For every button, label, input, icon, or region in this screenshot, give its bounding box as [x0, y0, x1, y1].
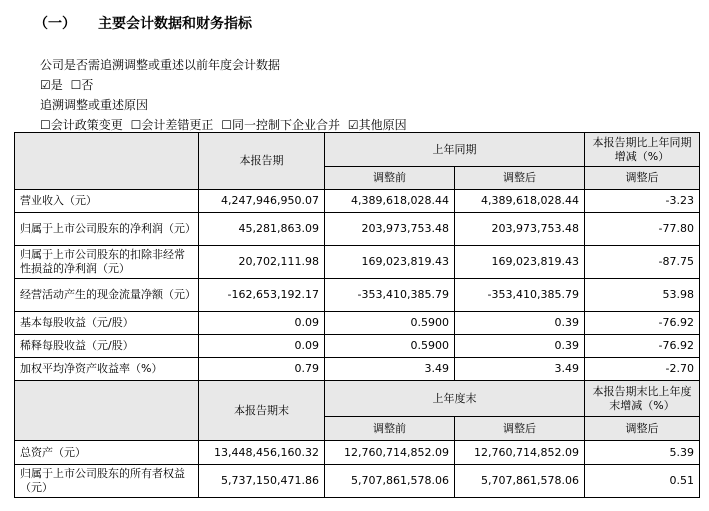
section-number: （一）	[34, 16, 76, 32]
header-prior-period: 上年同期	[325, 133, 585, 167]
header-before-adjustment: 调整前	[325, 417, 455, 441]
table-row	[15, 246, 700, 279]
option-common-control-merger[interactable]	[221, 118, 340, 132]
row-label: 归属于上市公司股东的扣除非经常性损益的净利润（元）	[15, 246, 199, 279]
table-row	[15, 312, 700, 335]
cell-after: -353,410,385.79	[455, 279, 585, 312]
unchecked-checkbox-icon: ☐	[130, 118, 142, 132]
cell-change: -87.75	[585, 246, 700, 279]
cell-after: 3.49	[455, 358, 585, 381]
cell-current: 0.09	[199, 312, 325, 335]
cell-after: 5,707,861,578.06	[455, 465, 585, 498]
cell-current: 45,281,863.09	[199, 213, 325, 246]
cell-change: -77.80	[585, 213, 700, 246]
cell-change: -3.23	[585, 190, 700, 213]
cell-change: 5.39	[585, 441, 700, 465]
option-label: 会计政策变更	[50, 118, 123, 132]
option-policy-change[interactable]	[40, 118, 123, 132]
row-label: 总资产（元）	[15, 441, 199, 465]
header-current-period-end: 本报告期末	[199, 381, 325, 441]
cell-change: 53.98	[585, 279, 700, 312]
header-change: 本报告期末比上年度末增减（%）	[585, 381, 700, 417]
cell-before: -353,410,385.79	[325, 279, 455, 312]
option-no[interactable]	[71, 78, 94, 92]
retro-answer-options	[40, 76, 97, 93]
cell-after: 4,389,618,028.44	[455, 190, 585, 213]
unchecked-checkbox-icon: ☐	[70, 78, 82, 92]
cell-before: 203,973,753.48	[325, 213, 455, 246]
cell-change: 0.51	[585, 465, 700, 498]
checked-checkbox-icon: ☑	[347, 118, 359, 132]
section-title: 主要会计数据和财务指标	[98, 16, 252, 32]
cell-current: 5,737,150,471.86	[199, 465, 325, 498]
cell-after: 0.39	[455, 312, 585, 335]
cell-change: -76.92	[585, 335, 700, 358]
unchecked-checkbox-icon: ☐	[40, 118, 51, 132]
row-label: 基本每股收益（元/股）	[15, 312, 199, 335]
cell-current: 20,702,111.98	[199, 246, 325, 279]
header-after-adjustment: 调整后	[455, 167, 585, 190]
cell-before: 169,023,819.43	[325, 246, 455, 279]
cell-before: 0.5900	[325, 335, 455, 358]
header-prior-year-end: 上年度末	[325, 381, 585, 417]
cell-after: 0.39	[455, 335, 585, 358]
header-before-adjustment: 调整前	[325, 167, 455, 190]
cell-change: -2.70	[585, 358, 700, 381]
cell-current: 13,448,456,160.32	[199, 441, 325, 465]
table-row	[15, 279, 700, 312]
header-change-after-adjustment: 调整后	[585, 167, 700, 190]
cell-current: 0.79	[199, 358, 325, 381]
header-blank	[15, 381, 199, 441]
cell-before: 3.49	[325, 358, 455, 381]
table-header-row	[15, 133, 700, 167]
cell-before: 0.5900	[325, 312, 455, 335]
retro-reason-options	[40, 116, 411, 133]
table-row	[15, 335, 700, 358]
table-row	[15, 358, 700, 381]
row-label: 营业收入（元）	[15, 190, 199, 213]
header-change-after-adjustment: 调整后	[585, 417, 700, 441]
table-row	[15, 465, 700, 498]
checked-checkbox-icon: ☑	[40, 78, 51, 92]
row-label: 稀释每股收益（元/股）	[15, 335, 199, 358]
cell-current: 4,247,946,950.07	[199, 190, 325, 213]
cell-before: 4,389,618,028.44	[325, 190, 455, 213]
row-label: 归属于上市公司股东的净利润（元）	[15, 213, 199, 246]
row-label: 归属于上市公司股东的所有者权益（元）	[15, 465, 199, 498]
row-label: 加权平均净资产收益率（%）	[15, 358, 199, 381]
retro-question: 公司是否需追溯调整或重述以前年度会计数据	[40, 58, 281, 72]
cell-after: 203,973,753.48	[455, 213, 585, 246]
financial-indicators-table	[14, 132, 700, 498]
cell-after: 12,760,714,852.09	[455, 441, 585, 465]
header-after-adjustment: 调整后	[455, 417, 585, 441]
section-heading	[34, 13, 252, 33]
option-error-correction[interactable]	[131, 118, 214, 132]
header-change: 本报告期比上年同期增减（%）	[585, 133, 700, 167]
option-label: 会计差错更正	[141, 118, 214, 132]
cell-current: 0.09	[199, 335, 325, 358]
cell-before: 12,760,714,852.09	[325, 441, 455, 465]
row-label: 经营活动产生的现金流量净额（元）	[15, 279, 199, 312]
option-other-reason[interactable]	[348, 118, 407, 132]
header-blank	[15, 133, 199, 190]
option-label: 其他原因	[358, 118, 407, 132]
cell-after: 169,023,819.43	[455, 246, 585, 279]
table-row	[15, 213, 700, 246]
retro-reason-label: 追溯调整或重述原因	[40, 98, 149, 112]
header-current-period: 本报告期	[199, 133, 325, 190]
cell-change: -76.92	[585, 312, 700, 335]
option-label: 同一控制下企业合并	[231, 118, 340, 132]
option-label: 是	[50, 78, 63, 92]
cell-current: -162,653,192.17	[199, 279, 325, 312]
unchecked-checkbox-icon: ☐	[221, 118, 232, 132]
cell-before: 5,707,861,578.06	[325, 465, 455, 498]
table-row	[15, 441, 700, 465]
option-label: 否	[81, 78, 94, 92]
option-yes[interactable]	[40, 78, 63, 92]
table-row	[15, 190, 700, 213]
table-header-row	[15, 381, 700, 417]
